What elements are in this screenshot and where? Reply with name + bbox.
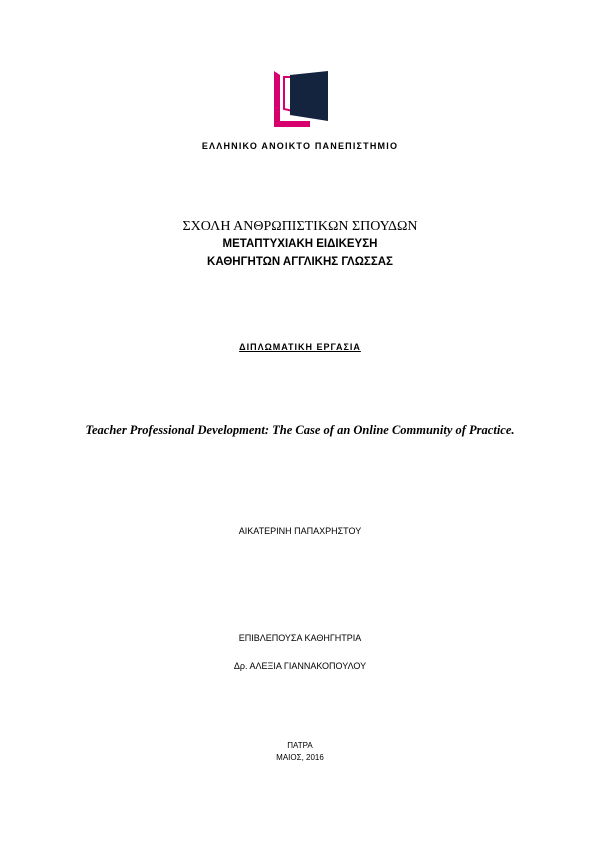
program-line-1: ΜΕΤΑΠΤΥΧΙΑΚΗ ΕΙΔΙΚΕΥΣΗ — [222, 238, 378, 250]
author-name: ΑΙΚΑΤΕΡΙΝΗ ΠΑΠΑΧΡΗΣΤΟΥ — [238, 526, 362, 536]
city: ΠΑΤΡΑ — [287, 741, 313, 750]
university-logo-icon — [274, 71, 328, 127]
school-name: ΣΧΟΛΗ ΑΝΘΡΩΠΙΣΤΙΚΩΝ ΣΠΟΥΔΩΝ — [182, 219, 418, 234]
supervisor-label: ΕΠΙΒΛΕΠΟΥΣΑ ΚΑΘΗΓΗΤΡΙΑ — [238, 633, 362, 643]
thesis-title: Teacher Professional Development: The Case of an Online Community of Practice. — [85, 423, 515, 437]
thesis-type: ΔΙΠΛΩΜΑΤΙΚΗ ΕΡΓΑΣΙΑ — [239, 342, 361, 352]
university-name: ΕΛΛΗΝΙΚΟ ΑΝΟΙΚΤΟ ΠΑΝΕΠΙΣΤΗΜΙΟ — [201, 141, 399, 151]
date: ΜΑΙΟΣ, 2016 — [276, 753, 324, 762]
supervisor-name: Δρ. ΑΛΕΞΙΑ ΓΙΑΝΝΑΚΟΠΟΥΛΟΥ — [233, 661, 367, 671]
program-line-2: ΚΑΘΗΓΗΤΩΝ ΑΓΓΛΙΚΗΣ ΓΛΩΣΣΑΣ — [207, 256, 393, 268]
